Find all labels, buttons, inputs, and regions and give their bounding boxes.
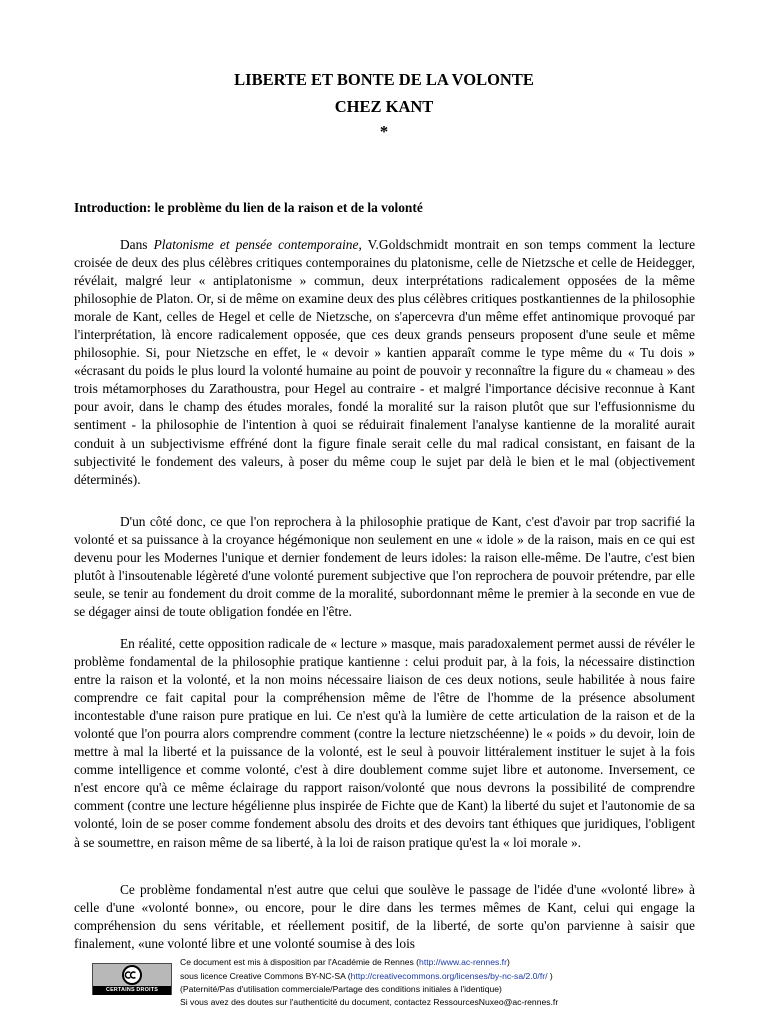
academie-link[interactable]: http://www.ac-rennes.fr <box>419 957 507 967</box>
creative-commons-icon[interactable] <box>92 963 172 1002</box>
cc-logo-icon <box>93 964 171 986</box>
book-title: Platonisme et pensée contemporaine <box>153 237 359 252</box>
footer-line-2-end: ) <box>547 971 553 981</box>
title-line-1: LIBERTE ET BONTE DE LA VOLONTE <box>234 70 534 89</box>
footer-line-1-end: ) <box>506 957 510 967</box>
badge-caption: CERTAINS DROITS RÉSERVÉS <box>93 986 171 995</box>
footer <box>0 955 768 1024</box>
title-line-2: CHEZ KANT <box>334 97 434 116</box>
title-asterisk: * <box>379 122 389 141</box>
paragraph-3: En réalité, cette opposition radicale de « lecture » masque, mais paradoxalement permet aussi de révéler le problème fondamental de la philosophie pratique kantienne : celui produit par, à la fois, la nécessaire distinction entre la raison et la volonté, et la non moins nécessaire liaison de ces deux notions, seule habilitée à nous faire comprendre ce fait capital pour la compréhension même de l'être de l'homme de la présence absolument incontestable d'une raison pure pratique en lui. Ce n'est qu'à la lumière de cette articulation de la raison et de la volonté que l'on pourra alors comprendre comment (contre la lecture nietzschéenne) le « poids » du devoir, loin de mettre à mal la liberté et la puissance de la volonté, est le seul à pouvoir littéralement instituer le sujet à la fois comme intelligence et comme volonté, c'est à dire doublement comme sujet libre et autonome. Inversement, ce n'est encore qu'à ce même éclairage du rapport raison/volonté que nous devrons la possibilité de comprendre comment (contre une lecture hégélienne plus inspirée de Fichte que de Kant) la liberté du sujet et l'autonomie de sa volonté, loin de se poser comme fondement absolu des droits et des devoirs tant éthiques que juridiques, l'obligent à se soumettre, en raison même de sa liberté, à la loi de raison pratique qu'est la « loi morale ». <box>74 636 695 850</box>
footer-line-2 <box>180 971 740 982</box>
footer-line-3: (Paternité/Pas d'utilisation commerciale/Partage des conditions initiales à l'identique) <box>180 984 502 994</box>
paragraph-1 <box>74 236 695 489</box>
license-link[interactable]: http://creativecommons.org/licenses/by-nc-sa/2.0/fr/ <box>350 971 548 981</box>
paragraph-4: Ce problème fondamental n'est autre que celui que soulève le passage de l'idée d'une «volonté libre» à celle d'une «volonté bonne», ou encore, pour le dire dans les termes mêmes de Kant, celui qui engage la compréhension du sens véritable, et réellement positif, de la liberté, de sorte qu'on parvienne à saisir que finalement, «une volonté libre et une volonté soumise à des lois <box>74 882 695 952</box>
footer-line-1 <box>180 957 740 968</box>
footer-line-1-text: Ce document est mis à disposition par l'Académie de Rennes ( <box>180 957 420 967</box>
section-heading: Introduction: le problème du lien de la raison et de la volonté <box>74 200 423 215</box>
paragraph-1-text: , V.Goldschmidt montrait en son temps comment la lecture croisée de deux des plus célèbres critiques contemporaines du platonisme, celle de Nietzsche et celle de Heidegger, révélait, malgré leur « antiplatonisme » commun, deux interprétations radicalement opposées de la même philosophie de Platon. Or, si de même on examine deux des plus célèbres critiques postkantiennes de la philosophie morale de Kant, celles de Hegel et celle de Nietzsche, on s'apercevra d'un même effet antinomique provoqué par l'interprétation, là encore radicalement opposée, que ces deux grands penseurs proposent d'une seule et même philosophie. Si, pour Nietzsche en effet, le « devoir » kantien apparaît comme le type même du « Tu dois » «écrasant du poids le plus lourd la volonté humaine au point de pouvoir y reconnaître la figure du « chameau » des trois métamorphoses du Zarathoustra, pour Hegel au contraire - et malgré l'importance décisive reconnue à Kant pour avoir, dans le champ des études morales, fondé la moralité sur la raison plutôt que sur l'effusionnisme du sentiment - la philosophie de l'intention à quoi se réduirait finalement l'analyse kantienne de la moralité aurait conduit à un subjectivisme effréné dont la figure finale serait celle du mal radical consistant, en faisant de la subjectivité le fondement des valeurs, à poser du même coup le sujet par delà le bien et le mal (objectivement déterminés). <box>74 237 696 487</box>
footer-line-2-text: sous licence Creative Commons BY-NC-SA ( <box>180 971 351 981</box>
footer-line-4: Si vous avez des doutes sur l'authenticité du document, contactez RessourcesNuxeo@ac-rennes.fr <box>180 997 559 1007</box>
paragraph-2: D'un côté donc, ce que l'on reprochera à la philosophie pratique de Kant, c'est d'avoir par trop sacrifié la volonté et sa puissance à la croyance hégémonique non seulement en une « idole » de la raison, mais en ce qui est devenu pour les Modernes l'unique et dernier fondement de leurs idoles: la raison elle-même. De l'autre, c'est bien plutôt à l'insoutenable légèreté d'une volonté purement subjective que l'on reprochera de pouvoir prétendre, par elle seule, se tenir au fondement du droit comme de la moralité, subordonnant même le premier à la seconde en vue de se dégager ainsi de toute obligation fondée en l'être. <box>74 514 695 620</box>
paragraph-1-lead: Dans <box>120 237 154 252</box>
